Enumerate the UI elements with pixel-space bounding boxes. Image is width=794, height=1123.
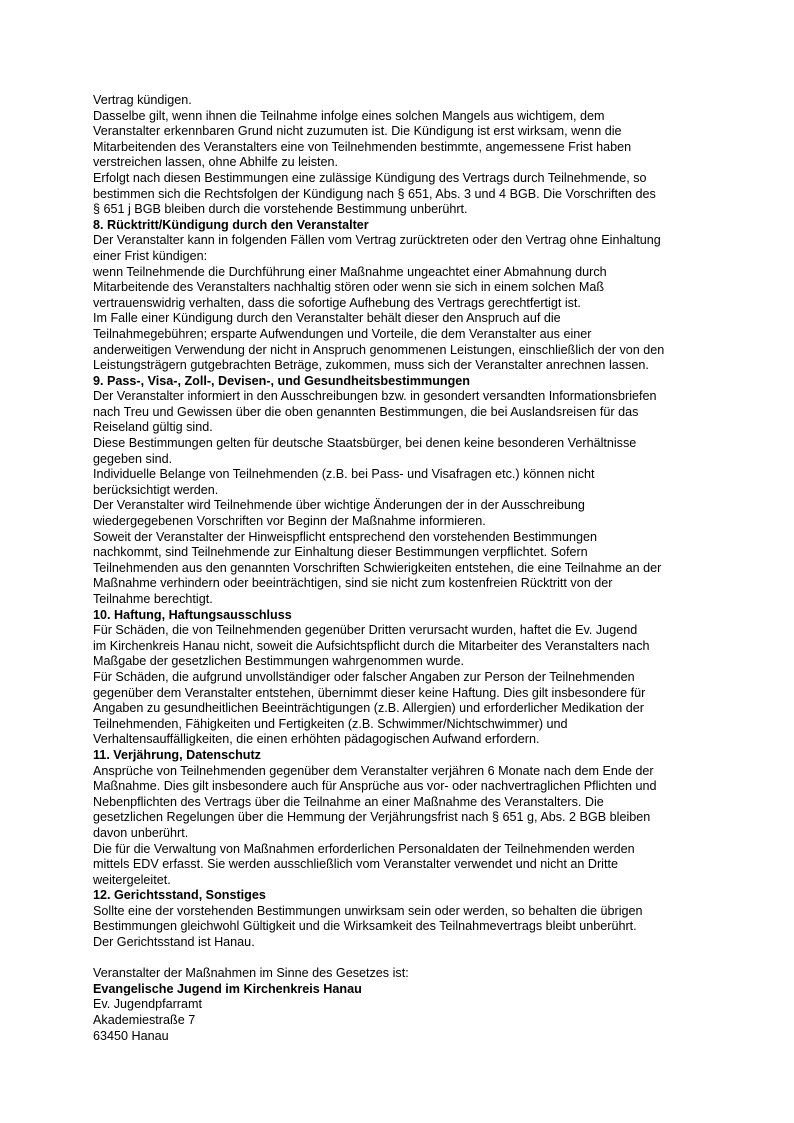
text-line: Leistungsträgern gutgebrachten Beträge, zukommen, muss sich der Veranstalter anrechnen lassen. <box>93 358 649 373</box>
text-line: Mitarbeitenden des Veranstalters eine von Teilnehmenden bestimmte, angemessene Frist haben <box>93 139 632 154</box>
text-line: § 651 j BGB bleiben durch die vorstehende Bestimmung unberührt. <box>93 202 468 217</box>
paragraph <box>93 467 705 498</box>
paragraph <box>93 997 705 1044</box>
text-line: Bestimmungen gleichwohl Gültigkeit und die Wirksamkeit des Teilnahmevertrags bleibt unberührt. <box>93 919 637 934</box>
blank-line <box>93 951 705 967</box>
text-line: Angaben zu gesundheitlichen Beeinträchtigungen (z.B. Allergien) und erforderlicher Medikation der <box>93 701 644 716</box>
text-line: im Kirchenkreis Hanau nicht, soweit die Aufsichtspflicht durch die Mitarbeiter des Veranstalters nach <box>93 638 650 653</box>
text-line: davon unberührt. <box>93 825 189 840</box>
text-line: Teilnahme berechtigt. <box>93 592 213 606</box>
text-line: Dasselbe gilt, wenn ihnen die Teilnahme infolge eines solchen Mangels aus wichtigem, dem <box>93 108 605 123</box>
text-line: Reiseland gültig sind. <box>93 420 213 435</box>
text-line: Mitarbeitende des Veranstalters nachhaltig stören oder wenn sie sich in einem solchen Maß <box>93 280 605 295</box>
text-line: Maßnahme. Dies gilt insbesondere auch für Ansprüche aus vor- oder nachvertraglichen Pflichten und <box>93 779 657 794</box>
text-line: Für Schäden, die von Teilnehmenden gegenüber Dritten verursacht wurden, haftet die Ev. Jugend <box>93 623 638 638</box>
text-line: Maßgabe der gesetzlichen Bestimmungen wahrgenommen wurde. <box>93 654 465 669</box>
paragraph <box>93 171 705 218</box>
section-heading: 10. Haftung, Haftungsausschluss <box>93 607 292 622</box>
text-line: Nebenpflichten des Vertrags über die Teilnahme an einer Maßnahme des Veranstalters. Die <box>93 794 604 809</box>
paragraph <box>93 389 705 436</box>
text-line: Der Veranstalter kann in folgenden Fällen vom Vertrag zurücktreten oder den Vertrag ohne Einhaltung <box>93 233 661 248</box>
text-line: Maßnahme verhindern oder beeinträchtigen, sind sie nicht zum kostenfreien Rücktritt von der <box>93 576 613 591</box>
paragraph <box>93 764 705 842</box>
paragraph <box>93 530 705 608</box>
text-line: verstreichen lassen, ohne Abhilfe zu leisten. <box>93 155 339 170</box>
text-line: wenn Teilnehmende die Durchführung einer Maßnahme ungeachtet einer Abmahnung durch <box>93 264 607 279</box>
paragraph <box>93 311 705 373</box>
text-line: vertrauenswidrig verhalten, dass die sofortige Aufhebung des Vertrags gerechtfertigt ist. <box>93 295 581 310</box>
text-line: Ansprüche von Teilnehmenden gegenüber dem Veranstalter verjähren 6 Monate nach dem Ende der <box>93 763 654 778</box>
text-line: Im Falle einer Kündigung durch den Veranstalter behält dieser den Anspruch auf die <box>93 311 561 326</box>
text-line: Akademiestraße 7 <box>93 1013 196 1028</box>
paragraph <box>93 498 705 529</box>
text-line: nach Treu und Gewissen über die oben genannten Bestimmungen, die bei Auslandsreisen für das <box>93 404 639 419</box>
text-line: anderweitigen Verwendung der nicht in Anspruch genommenen Leistungen, einschließlich der von den <box>93 342 665 357</box>
text-line: Veranstalter erkennbaren Grund nicht zuzumuten ist. Die Kündigung ist erst wirksam, wenn die <box>93 124 622 139</box>
text-line: berücksichtigt werden. <box>93 482 219 497</box>
paragraph <box>93 93 705 109</box>
text-line: Veranstalter der Maßnahmen im Sinne des Gesetzes ist: <box>93 966 409 981</box>
text-line: Erfolgt nach diesen Bestimmungen eine zulässige Kündigung des Vertrags durch Teilnehmende, so <box>93 170 647 185</box>
text-line: Sollte eine der vorstehenden Bestimmungen unwirksam sein oder werden, so behalten die übrigen <box>93 903 643 918</box>
text-line: gegenüber dem Veranstalter entstehen, übernimmt dieser keine Haftung. Dies gilt insbesondere für <box>93 685 646 700</box>
section-heading: Evangelische Jugend im Kirchenkreis Hanau <box>93 981 362 996</box>
text-line: Ev. Jugendpfarramt <box>93 997 202 1012</box>
paragraph <box>93 670 705 748</box>
paragraph <box>93 233 705 264</box>
text-line: Diese Bestimmungen gelten für deutsche Staatsbürger, bei denen keine besonderen Verhältnisse <box>93 436 637 451</box>
paragraph <box>93 623 705 670</box>
text-line: mittels EDV erfasst. Sie werden ausschließlich vom Veranstalter verwendet und nicht an Dritte <box>93 857 618 872</box>
text-line: nachkommt, sind Teilnehmende zur Einhaltung dieser Bestimmungen verpflichtet. Sofern <box>93 545 588 560</box>
text-line: Der Veranstalter wird Teilnehmende über wichtige Änderungen der in der Ausschreibung <box>93 498 585 513</box>
section-heading: 12. Gerichtsstand, Sonstiges <box>93 888 266 903</box>
paragraph <box>93 842 705 889</box>
text-line: Vertrag kündigen. <box>93 93 192 107</box>
text-line: Teilnahmegebühren; ersparte Aufwendungen und Vorteile, die dem Veranstalter aus einer <box>93 326 592 341</box>
paragraph <box>93 935 705 951</box>
paragraph <box>93 109 705 171</box>
text-line: Der Veranstalter informiert in den Ausschreibungen bzw. in gesondert versandten Informationsbriefen <box>93 389 657 404</box>
text-line: bestimmen sich die Rechtsfolgen der Kündigung nach § 651, Abs. 3 und 4 BGB. Die Vorschriften des <box>93 186 656 201</box>
paragraph <box>93 265 705 312</box>
text-line: Verhaltensauffälligkeiten, die einen erhöhten pädagogischen Aufwand erfordern. <box>93 732 540 747</box>
text-line: Die für die Verwaltung von Maßnahmen erforderlichen Personaldaten der Teilnehmenden werden <box>93 841 635 856</box>
section-heading: 11. Verjährung, Datenschutz <box>93 747 261 762</box>
text-line: Soweit der Veranstalter der Hinweispflicht entsprechend den vorstehenden Bestimmungen <box>93 529 598 544</box>
paragraph <box>93 966 705 982</box>
text-line: Für Schäden, die aufgrund unvollständiger oder falscher Angaben zur Person der Teilnehmenden <box>93 669 635 684</box>
document-page <box>93 93 705 1044</box>
text-line: einer Frist kündigen: <box>93 248 208 263</box>
section-heading: 9. Pass-, Visa-, Zoll-, Devisen-, und Gesundheitsbestimmungen <box>93 373 470 388</box>
text-line: 63450 Hanau <box>93 1028 169 1043</box>
section-heading: 8. Rücktritt/Kündigung durch den Veranstalter <box>93 217 369 232</box>
text-line: Teilnehmenden, Fähigkeiten und Fertigkeiten (z.B. Schwimmer/Nichtschwimmer) und <box>93 716 568 731</box>
text-line: Der Gerichtsstand ist Hanau. <box>93 935 255 950</box>
text-line: gesetzlichen Regelungen über die Hemmung der Verjährungsfrist nach § 651 g, Abs. 2 BGB bleiben <box>93 810 651 825</box>
text-line: Individuelle Belange von Teilnehmenden (z.B. bei Pass- und Visafragen etc.) können nicht <box>93 467 595 482</box>
text-line: weitergeleitet. <box>93 872 171 887</box>
paragraph <box>93 904 705 935</box>
text-line: Teilnehmenden aus den genannten Vorschriften Schwierigkeiten entstehen, die eine Teilnahme an der <box>93 560 662 575</box>
text-line: wiedergegebenen Vorschriften vor Beginn der Maßnahme informieren. <box>93 514 486 529</box>
text-line: gegeben sind. <box>93 451 173 466</box>
paragraph <box>93 436 705 467</box>
